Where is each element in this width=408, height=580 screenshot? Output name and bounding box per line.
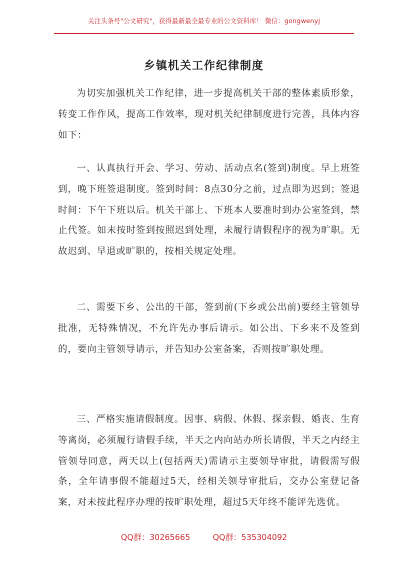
footer-contact [0, 532, 408, 543]
paragraph-item-3: 三、严格实施请假制度。因事、病假、休假、探亲假、婚丧、生育等离岗，必须履行请假手续，半天之内向站办所长请假，半天之内经主管领导同意，两天以上(包括两天)需请示主要领导审批，请假需写假条，全年请事假不能超过5天，经相关领导审批后，交办公室登记备案，对未按此程序办理的按旷职处理，超过5天年终不能评先选优。 [58, 414, 360, 509]
watermark-notice: 关注头条号"公文研究"，获得最新最全最专业的公文资料库！ 微信：gongwenyj [87, 17, 321, 25]
paragraph-item-1: 一、认真执行开会、学习、劳动、活动点名(签到)制度。早上班签到，晚下班签退制度。签到时间：8点30分之前，过点即为迟到；签退时间：下午下班以后。机关干部上、下班本人要准时到办公室签到，禁止代签。如未按时签到按照迟到处理，未履行请假程序的视为旷职。无故迟到、早退或旷职的，按相关规定处理。 [58, 163, 360, 258]
qq-group-2: QQ群：535304092 [212, 533, 288, 542]
qq-group-1: QQ群：30265665 [120, 533, 191, 542]
document-title: 乡镇机关工作纪律制度 [144, 59, 264, 72]
paragraph-item-2: 二、需要下乡、公出的干部，签到前(下乡或公出前)要经主管领导批准，无特殊情况，不允许先办事后请示。如公出、下乡来不及签到的，要向主管领导请示，并告知办公室备案，否则按旷职处理。 [58, 302, 360, 355]
header-divider [54, 33, 354, 34]
paragraph-intro: 为切实加强机关工作纪律，进一步提高机关干部的整体素质形象，转变工作作风，提高工作效率，现对机关纪律制度进行完善，具体内容如下： [58, 88, 360, 141]
